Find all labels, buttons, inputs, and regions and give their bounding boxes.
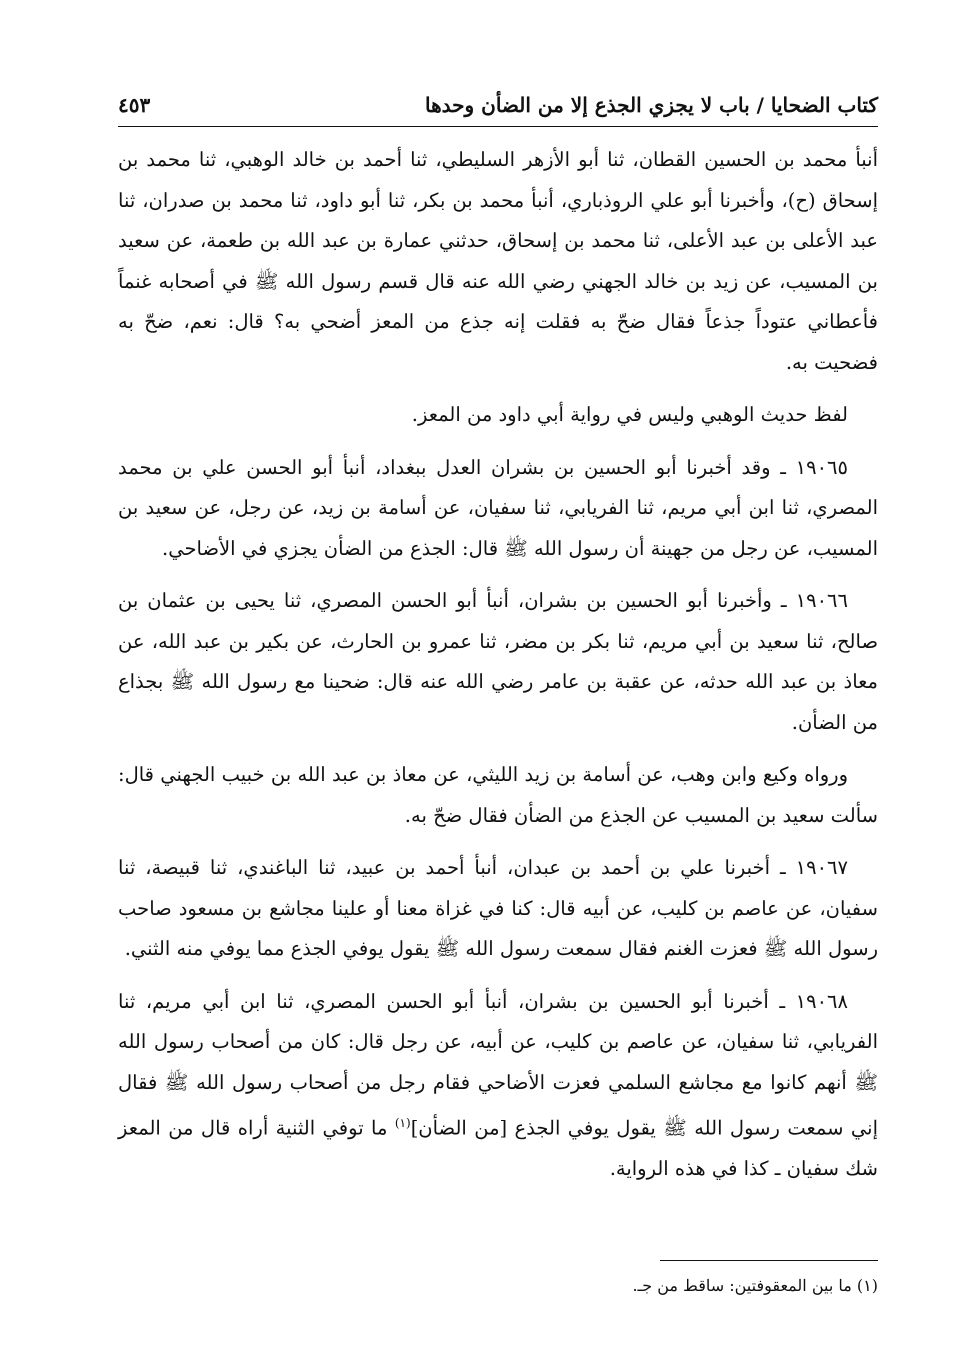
hadith-19065: ١٩٠٦٥ ـ وقد أخبرنا أبو الحسين بن بشران العدل ببغداد، أنبأ أبو الحسن علي بن محمد المصري، ثنا ابن أبي مريم، ثنا الفريابي، ثنا سفيان، عن أسامة بن زيد، عن رجل، عن سعيد بن المسيب، عن رجل من جهينة أن رسول الله ﷺ قال: الجذع من الضأن يجزي في الأضاحي. <box>118 455 878 560</box>
paragraph-1: أنبأ محمد بن الحسين القطان، ثنا أبو الأزهر السليطي، ثنا أحمد بن خالد الوهبي، ثنا محمد بن إسحاق (ح)، وأخبرنا أبو علي الروذباري، أنبأ محمد بن بكر، ثنا أبو داود، ثنا محمد بن صدران، ثنا عبد الأعلى بن عبد الأعلى، ثنا محمد بن إسحاق، حدثني عمارة بن عبد الله بن طعمة، عن سعيد بن المسيب، عن زيد بن خالد الجهني رضي الله عنه قال قسم رسول الله ﷺ في أصحابه غنماً فأعطاني عتوداً جذعاً فقال ضحّ به فقلت إنه جذع من المعز أضحي به؟ قال: نعم، ضحّ به فضحيت به. <box>118 148 878 374</box>
paragraph-riwayah: ورواه وكيع وابن وهب، عن أسامة بن زيد الليثي، عن معاذ بن عبد الله بن خبيب الجهني قال: سألت سعيد بن المسيب عن الجذع من الضأن فقال ضحّ به. <box>118 763 878 827</box>
main-text <box>118 140 878 1202</box>
footnote: (١) ما بين المعقوفتين: ساقط من جـ. <box>632 1276 878 1295</box>
footnote-marker[interactable]: (١) <box>394 1116 411 1130</box>
hadith-19068 <box>118 982 878 1190</box>
hadith-19066: ١٩٠٦٦ ـ وأخبرنا أبو الحسين بن بشران، أنبأ أبو الحسن المصري، ثنا يحيى بن عثمان بن صالح، ثنا سعيد بن أبي مريم، ثنا بكر بن مضر، ثنا عمرو بن الحارث، عن بكير بن عبد الله، عن معاذ بن عبد الله حدثه، عن عقبة بن عامر رضي الله عنه قال: ضحينا مع رسول الله ﷺ بجذاع من الضأن. <box>118 589 878 734</box>
page-header <box>118 88 878 127</box>
hadith-19068-text-b: ما توفي الثنية أراه قال من المعز شك سفيان ـ كذا في هذه الرواية. <box>118 1116 878 1180</box>
hadith-19068-text-a: ١٩٠٦٨ ـ أخبرنا أبو الحسين بن بشران، أنبأ أبو الحسن المصري، ثنا ابن أبي مريم، ثنا الفريابي، ثنا سفيان، عن عاصم بن كليب، عن أبيه، عن رجل قال: كان من أصحاب رسول الله ﷺ أنهم كانوا مع مجاشع السلمي فعزت الأضاحي فقام رجل من أصحاب رسول الله ﷺ فقال إني سمعت رسول الله ﷺ يقول يوفي الجذع [من الضأن] <box>118 989 879 1140</box>
running-title: كتاب الضحايا / باب لا يجزي الجذع إلا من الضأن وحدها <box>425 93 878 117</box>
hadith-19067: ١٩٠٦٧ ـ أخبرنا علي بن أحمد بن عبدان، أنبأ أحمد بن عبيد، ثنا الباغندي، ثنا قبيصة، ثنا سفيان، عن عاصم بن كليب، عن أبيه قال: كنا في غزاة معنا أو علينا مجاشع بن مسعود صاحب رسول الله ﷺ فعزت الغنم فقال سمعت رسول الله ﷺ يقول يوفي الجذع مما يوفي منه الثني. <box>118 856 878 960</box>
page-number: ٤٥٣ <box>118 93 151 117</box>
paragraph-2: لفظ حديث الوهبي وليس في رواية أبي داود من المعز. <box>411 403 848 426</box>
footnote-divider <box>660 1260 878 1261</box>
